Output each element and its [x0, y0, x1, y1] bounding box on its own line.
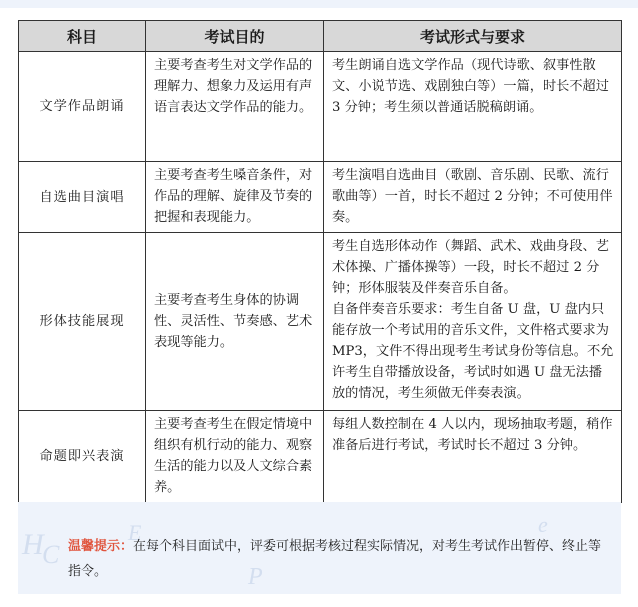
requirement-cell: 考生演唱自选曲目（歌剧、音乐剧、民歌、流行歌曲等）一首，时长不超过 2 分钟；不可使用伴奏。 — [324, 162, 622, 233]
purpose-cell: 主要考查考生对文学作品的理解力、想象力及运用有声语言表达文学作品的能力。 — [146, 52, 324, 162]
header-purpose: 考试目的 — [146, 21, 324, 52]
subject-cell: 形体技能展现 — [19, 233, 146, 411]
table-header-row — [19, 21, 622, 52]
requirement-extra-text: 自备伴奏音乐要求：考生自备 U 盘，U 盘内只能存放一个考试用的音乐文件，文件格式要求为 MP3，文件不得出现考生考试身份等信息。不允许考生自带播放设备，考试时如遇 U 盘无法播放的情况，考生须做无伴奏表演。 — [332, 302, 614, 401]
top-decorative-strip — [0, 0, 638, 8]
header-requirement: 考试形式与要求 — [324, 21, 622, 52]
table-row — [19, 52, 622, 162]
requirement-text: 考生自选形体动作（舞蹈、武术、戏曲身段、艺术体操、广播体操等）一段，时长不超过 2 分钟；形体服装及伴奏音乐自备。 — [332, 239, 609, 296]
purpose-cell: 主要考查考生嗓音条件，对作品的理解、旋律及节奏的把握和表现能力。 — [146, 162, 324, 233]
notice-label: 温馨提示： — [68, 539, 134, 554]
requirement-cell: 考生朗诵自选文学作品（现代诗歌、叙事性散文、小说节选、戏剧独白等）一篇，时长不超过 3 分钟；考生须以普通话脱稿朗诵。 — [324, 52, 622, 162]
notice-body: 在每个科目面试中，评委可根据考核过程实际情况，对考生考试作出暂停、终止等指令。 — [68, 539, 602, 579]
table-row — [19, 411, 622, 503]
watermark-decoration: C — [42, 540, 60, 569]
purpose-cell: 主要考查考生在假定情境中组织有机行动的能力、观察生活的能力以及人文综合素养。 — [146, 411, 324, 503]
watermark-decoration: P — [248, 564, 263, 590]
exam-table-container — [18, 20, 621, 503]
notice-box — [18, 502, 621, 594]
subject-cell: 命题即兴表演 — [19, 411, 146, 503]
watermark-decoration: E — [128, 520, 142, 545]
purpose-cell: 主要考查考生身体的协调性、灵活性、节奏感、艺术表现等能力。 — [146, 233, 324, 411]
requirement-cell — [324, 233, 622, 411]
watermark-decoration: e — [538, 512, 548, 537]
subject-cell: 自选曲目演唱 — [19, 162, 146, 233]
header-subject: 科目 — [19, 21, 146, 52]
subject-cell: 文学作品朗诵 — [19, 52, 146, 162]
table-row — [19, 162, 622, 233]
watermark-decoration: H — [22, 528, 44, 561]
exam-subjects-table — [18, 20, 622, 503]
requirement-cell: 每组人数控制在 4 人以内，现场抽取考题，稍作准备后进行考试，考试时长不超过 3 分钟。 — [324, 411, 622, 503]
table-row — [19, 233, 622, 411]
notice-text — [68, 534, 608, 584]
